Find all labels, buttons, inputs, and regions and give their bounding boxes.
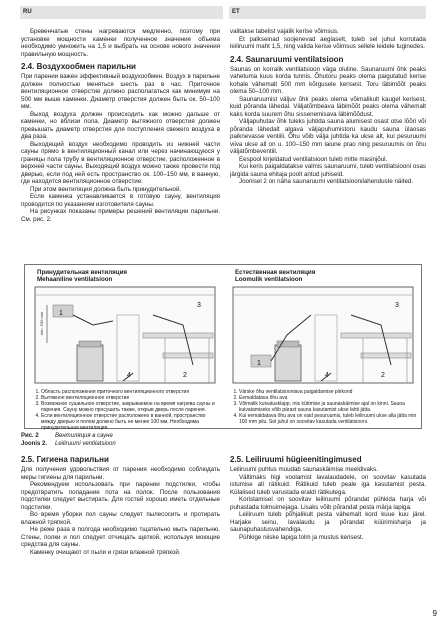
et-intro2: Et palkseinad soojenevad aeglaselt, tuleb sel juhul korrutada leiliruumi maht 1,5, ning valida kerise võimsus sellele leidele tuginedes. (230, 35, 426, 50)
header-ru (20, 6, 223, 19)
inlet-area (53, 305, 73, 317)
caption-item: 4. Если вентиляционное отверстие расположено в ванной, пространство между дверью и полом должно быть не менее 100 мм. Необходима принудительная вентиляция. (41, 413, 219, 431)
heater-stones (79, 341, 101, 347)
bench-upper (143, 333, 213, 338)
heater (275, 345, 301, 381)
header-ru-label: RU (23, 9, 32, 15)
caption-item: 1. Область расположения приточного вентиляционного отверстия (41, 389, 219, 395)
et-24-para: Saunaruumist väljuv õhk peaks olema võimalikult kaugel kerisest, kuid põranda lähedal. Väljatõmbeava läbimõõt peaks olema vähemalt kaks korda suurem õhu sissenemisava läbimõõdust. (230, 95, 426, 118)
figure-right-captions (229, 389, 417, 425)
dimension-label: min. 500 mm (39, 311, 44, 335)
bench-lower (361, 353, 411, 358)
inlet-area (251, 355, 271, 367)
caption-item: 1. Värske õhu ventilatsiooniava paigaldamise piirkond (239, 389, 417, 395)
et-25-para: Pühkige niiske lapiga tolm ja mustus kerisest. (239, 533, 364, 541)
et-section-24-title: 2.4. Saunaruumi ventilatsioon (230, 54, 344, 64)
page-number: 9 (432, 609, 437, 618)
marker-1: 1 (257, 360, 261, 367)
ru-intro: Бревенчатые стены нагреваются медленно, поэтому при установке мощности каменки полученное значение объема необходимо умножить на 1,5 и выбрать на основе нового значения правильную мощность. (21, 28, 220, 58)
natural-ventilation-diagram (231, 285, 416, 385)
marker-3: 3 (197, 302, 201, 309)
ru-section-25-title: 2.5. Гигиена парильни (21, 455, 109, 464)
ru-24-para: Выход воздуха должен происходить как можно дальше от каменки, но вблизи пола. Диаметр вытяжного отверстия должен превышать диаметр отверстия для поступления свежего воздуха в два раза. (21, 110, 220, 140)
et-column-top (230, 28, 426, 263)
figure-caption-ru: Вентиляция в сауне (55, 433, 113, 439)
figure-label (21, 433, 221, 448)
figure-left-title (37, 269, 127, 283)
et-25-para: Koristamisel on soovitav leiliruumi põrandat pühkida harja või puhastada tolmuimejaga. Lisaks võib põrandat pesta märja lapiga. (230, 496, 426, 511)
marker-4: 4 (325, 372, 329, 379)
figure-left-title-ru: Принудительная вентиляция (37, 269, 127, 276)
bench-upper (341, 333, 411, 338)
ventilation-figure (24, 264, 422, 429)
ru-25-para: Для получения удовольствия от парения необходимо соблюдать меры гигиены для парильни. (21, 466, 220, 481)
bench-lower (163, 353, 213, 358)
caption-item: 3. Возможное сушильное отверстие, закрываемое на время нагрева сауны и парения. Сауну можно просушить также, открыв дверь после парения. (41, 401, 219, 413)
et-25-para: Leiliruumi puhtus muudab saunaskäimise meeldivaks. (230, 466, 378, 473)
ru-24-para: Если каменка устанавливается в готовую сауну, вентиляция проводится по указаниям изготовителя сауны. (21, 193, 220, 208)
figure-right-title-et: Loomulik ventilatsioon (235, 276, 303, 283)
ru-24-para: При парении важен эффективный воздухообмен. Воздух в парильне должен полностью меняться шесть раз в час. Приточное вентиляционное отверстие должно располагаться как минимум на 500 мм выше каменки. Диаметр отверстия должен быть ок. 50–100 мм. (21, 73, 220, 110)
caption-item: 2. Eemaldatava õhu ava (239, 395, 417, 401)
marker-3: 3 (395, 302, 399, 309)
ru-24-para: Выходящий воздух необходимо проводить из нижней части сауны прямо в вентиляционный канал или через начинающуюся у границы пола трубу в вентиляционное отверстие, расположенное в верхней части сауны. Выходящий воздух можно также провести под дверью, если под ней есть пространство ок. 100–150 мм, в ванную, где находится вентиляционное отверстие. (21, 140, 220, 185)
et-24-para: Eespool kirjeldatud ventilatsioon tuleb mitte masinjõul. (239, 155, 388, 163)
caption-item: 2. Вытяжное вентиляционное отверстие (41, 395, 219, 401)
et-column-bottom (230, 451, 426, 601)
caption-item: 3. Võimalik kuivatusklapp, mis küttmise ja saunaskäimise ajal on kinni. Sauna kuivatamiseks võib pärast sauna kasutamist ukse lahti jätta. (239, 401, 417, 413)
marker-1: 1 (59, 310, 63, 317)
ru-24-para: При этом вентиляция должна быть принудительной. (30, 185, 182, 193)
marker-2: 2 (381, 372, 385, 379)
header-et-label: ET (232, 9, 240, 15)
header-et (229, 6, 426, 19)
et-25-para: Vältimaks higi voolamist lavalaudadele, on soovitav kasutada istumise all rätikuid. Rätikuid tuleb peale iga kasutamist pesta. Külalised tuleb varustada eraldi rätikutega. (230, 473, 426, 496)
ru-25-para: Каменку очищают от пыли и грязи влажной тряпкой. (30, 548, 181, 556)
figure-right-title (235, 269, 315, 283)
figure-label-ru: Рис. 2 (21, 433, 39, 439)
et-24-para: Väljapuhutav õhk tuleks juhtida sauna alumisest osast otse lõõri või põranda lähedalt algava väljapuhumistoru kaudu sauna ülaosas paiknevasse ventiili. Õhu võib välja juhtida ka ukse alt, kui pesuruumi viiva ukse all on u. 100–150 mm laiune prao ning pesuruumis on õhu väljatõmbeventiil. (230, 118, 426, 155)
caption-item: 4. Kui eemaldatava õhu ava on vaid pesuruumis, tuleb leiliruumi ukse alla jätta min 100 mm pilu. Sel juhul on soovitav kasutada ventilatsiooni. (239, 413, 417, 425)
ru-column-top (21, 28, 220, 263)
mechanical-ventilation-diagram (33, 285, 218, 385)
ru-25-para: Не реже раза в полгода необходимо тщательно мыть парильню. Стены, полки и пол следует отчищать щеткой, используя моющие средства для сауны. (21, 526, 220, 548)
ru-24-para: На рисунках показаны примеры решений вентиляции парильни. См. рис. 2. (21, 208, 220, 223)
marker-2: 2 (183, 372, 187, 379)
et-24-para: Saunas on korralik ventilatsioon väga oluline. Saunaruumi õhk peaks vahetuma kuus korda tunnis. Õhutoru peaks olema paigutatud kerise kohale vähemalt 500 mm kõrgusele kerisest. Toru läbimõõt peaks olema 50–100 mm. (230, 65, 426, 95)
figure-caption-et: Leiliruumi ventilatsioon (55, 440, 116, 447)
et-25-para: Leiliruum tuleb põhjalikult pesta vähemalt kord kuue kuu järel. Harjake seinu, lavalaudu ja põrandat küürimisharja ja saunapuhastusvahendiga. (230, 511, 426, 533)
figure-left-captions (31, 389, 219, 431)
figure-right-title-ru: Естественная вентиляция (235, 269, 316, 276)
et-intro: valitakse tabelist vajalik kerise võimsus. (230, 28, 339, 35)
ru-column-bottom (21, 451, 220, 601)
figure-left-title-et: Mehaaniline ventilatsioon (37, 276, 113, 283)
ru-25-para: Во время уборки пол сауны следует пылесосить и протирать влажной тряпкой. (21, 511, 220, 526)
ru-section-24-title: 2.4. Воздухообмен парильни (21, 62, 136, 71)
figure-label-et: Joonis 2. (21, 440, 48, 447)
heater (77, 345, 103, 381)
et-24-para: Joonisel 2 on näha saunaruumi ventilatsioonilahenduste näited. (239, 178, 414, 185)
et-24-para: Kui keris paigaldatakse valmis saunaruumi, tuleb ventilatsiooni osas järgida sauna ehitaja poolt antud juhiseid. (230, 163, 426, 178)
marker-4: 4 (127, 372, 131, 379)
ru-25-para: Рекомендуем использовать при парении подстилки, чтобы предотвратить попадание пота на полок. После пользования подстилки следует выстирать. Для гостей хорошо иметь отдельные подстилки. (21, 481, 220, 511)
et-section-25-title: 2.5. Leiliruumi hügieenitingimused (230, 455, 362, 464)
